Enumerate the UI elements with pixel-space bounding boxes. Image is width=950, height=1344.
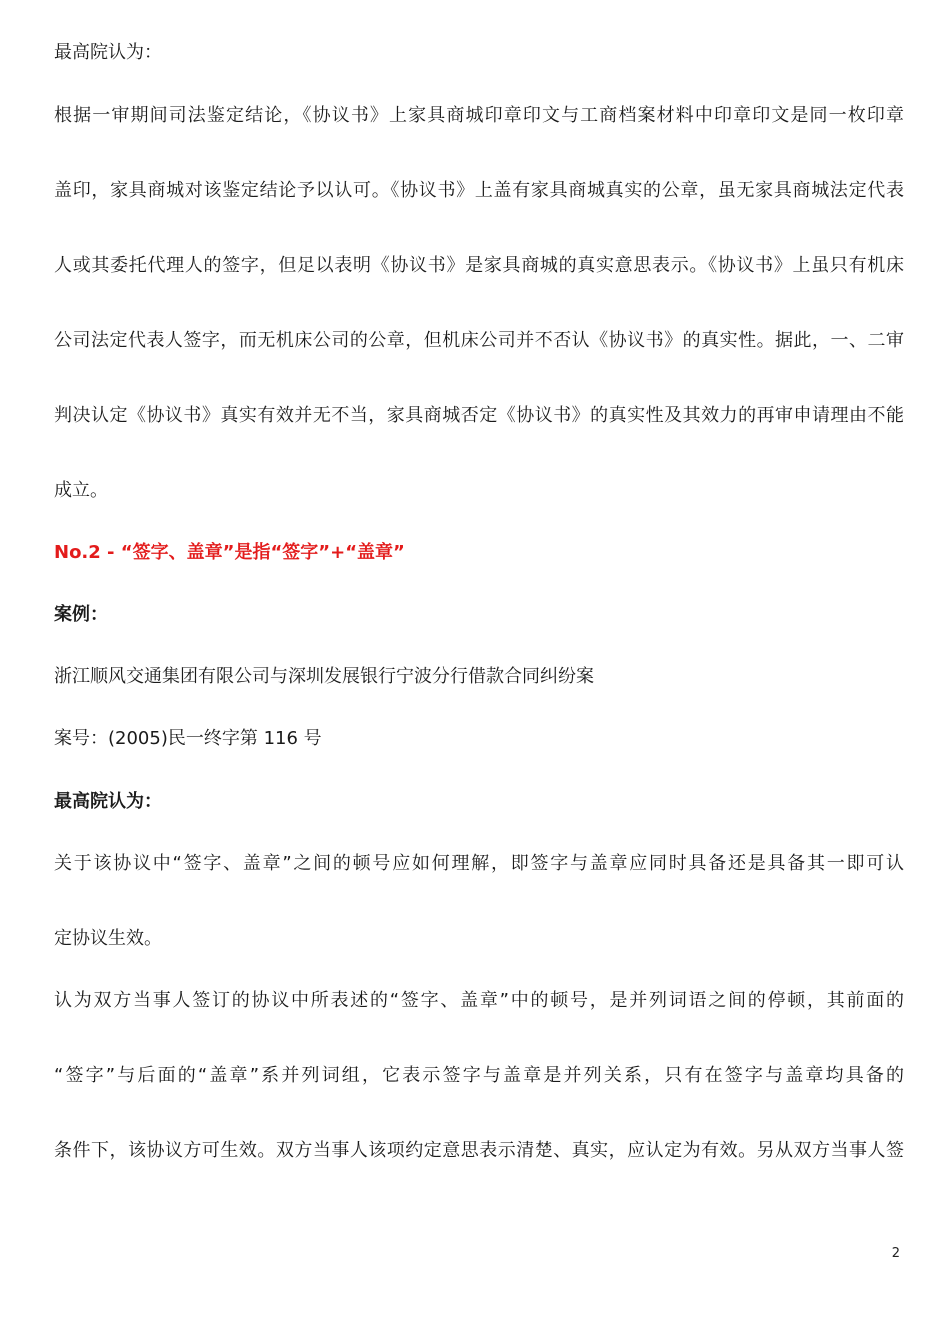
case-name: 浙江顺风交通集团有限公司与深圳发展银行宁波分行借款合同纠纷案 bbox=[54, 666, 594, 687]
paragraph-line-2: 盖印，家具商城对该鉴定结论予以认可。《协议书》上盖有家具商城真实的公章，虽无家具商城法定代表 bbox=[54, 180, 904, 201]
court-view-line-5: 条件下，该协议方可生效。双方当事人该项约定意思表示清楚、真实，应认定为有效。另从双方当事人签 bbox=[54, 1140, 904, 1161]
paragraph-line-5: 判决认定《协议书》真实有效并无不当，家具商城否定《协议书》的真实性及其效力的再审申请理由不能 bbox=[54, 405, 904, 426]
court-view-line-2: 定协议生效。 bbox=[54, 928, 162, 949]
case-label: 案例： bbox=[54, 604, 108, 625]
page-number: 2 bbox=[891, 1246, 900, 1261]
court-view-line-1: 关于该协议中“签字、盖章”之间的顿号应如何理解，即签字与盖章应同时具备还是具备其一即可认 bbox=[54, 853, 904, 874]
court-view-line-3: 认为双方当事人签订的协议中所表述的“签字、盖章”中的顿号，是并列词语之间的停顿，其前面的 bbox=[54, 990, 904, 1011]
paragraph-line-3: 人或其委托代理人的签字，但足以表明《协议书》是家具商城的真实意思表示。《协议书》上虽只有机床 bbox=[54, 255, 904, 276]
court-view-label-2: 最高院认为： bbox=[54, 791, 162, 812]
paragraph-line-1: 根据一审期间司法鉴定结论，《协议书》上家具商城印章印文与工商档案材料中印章印文是同一枚印章 bbox=[54, 105, 904, 126]
court-view-label-1: 最高院认为： bbox=[54, 42, 162, 63]
paragraph-line-6: 成立。 bbox=[54, 480, 108, 501]
section-heading: No.2 - “签字、盖章”是指“签字”+“盖章” bbox=[54, 542, 405, 563]
paragraph-line-4: 公司法定代表人签字，而无机床公司的公章，但机床公司并不否认《协议书》的真实性。据此，一、二审 bbox=[54, 330, 904, 351]
case-number: 案号：(2005)民一终字第 116 号 bbox=[54, 728, 322, 749]
court-view-line-4: “签字”与后面的“盖章”系并列词组，它表示签字与盖章是并列关系，只有在签字与盖章均具备的 bbox=[54, 1065, 904, 1086]
